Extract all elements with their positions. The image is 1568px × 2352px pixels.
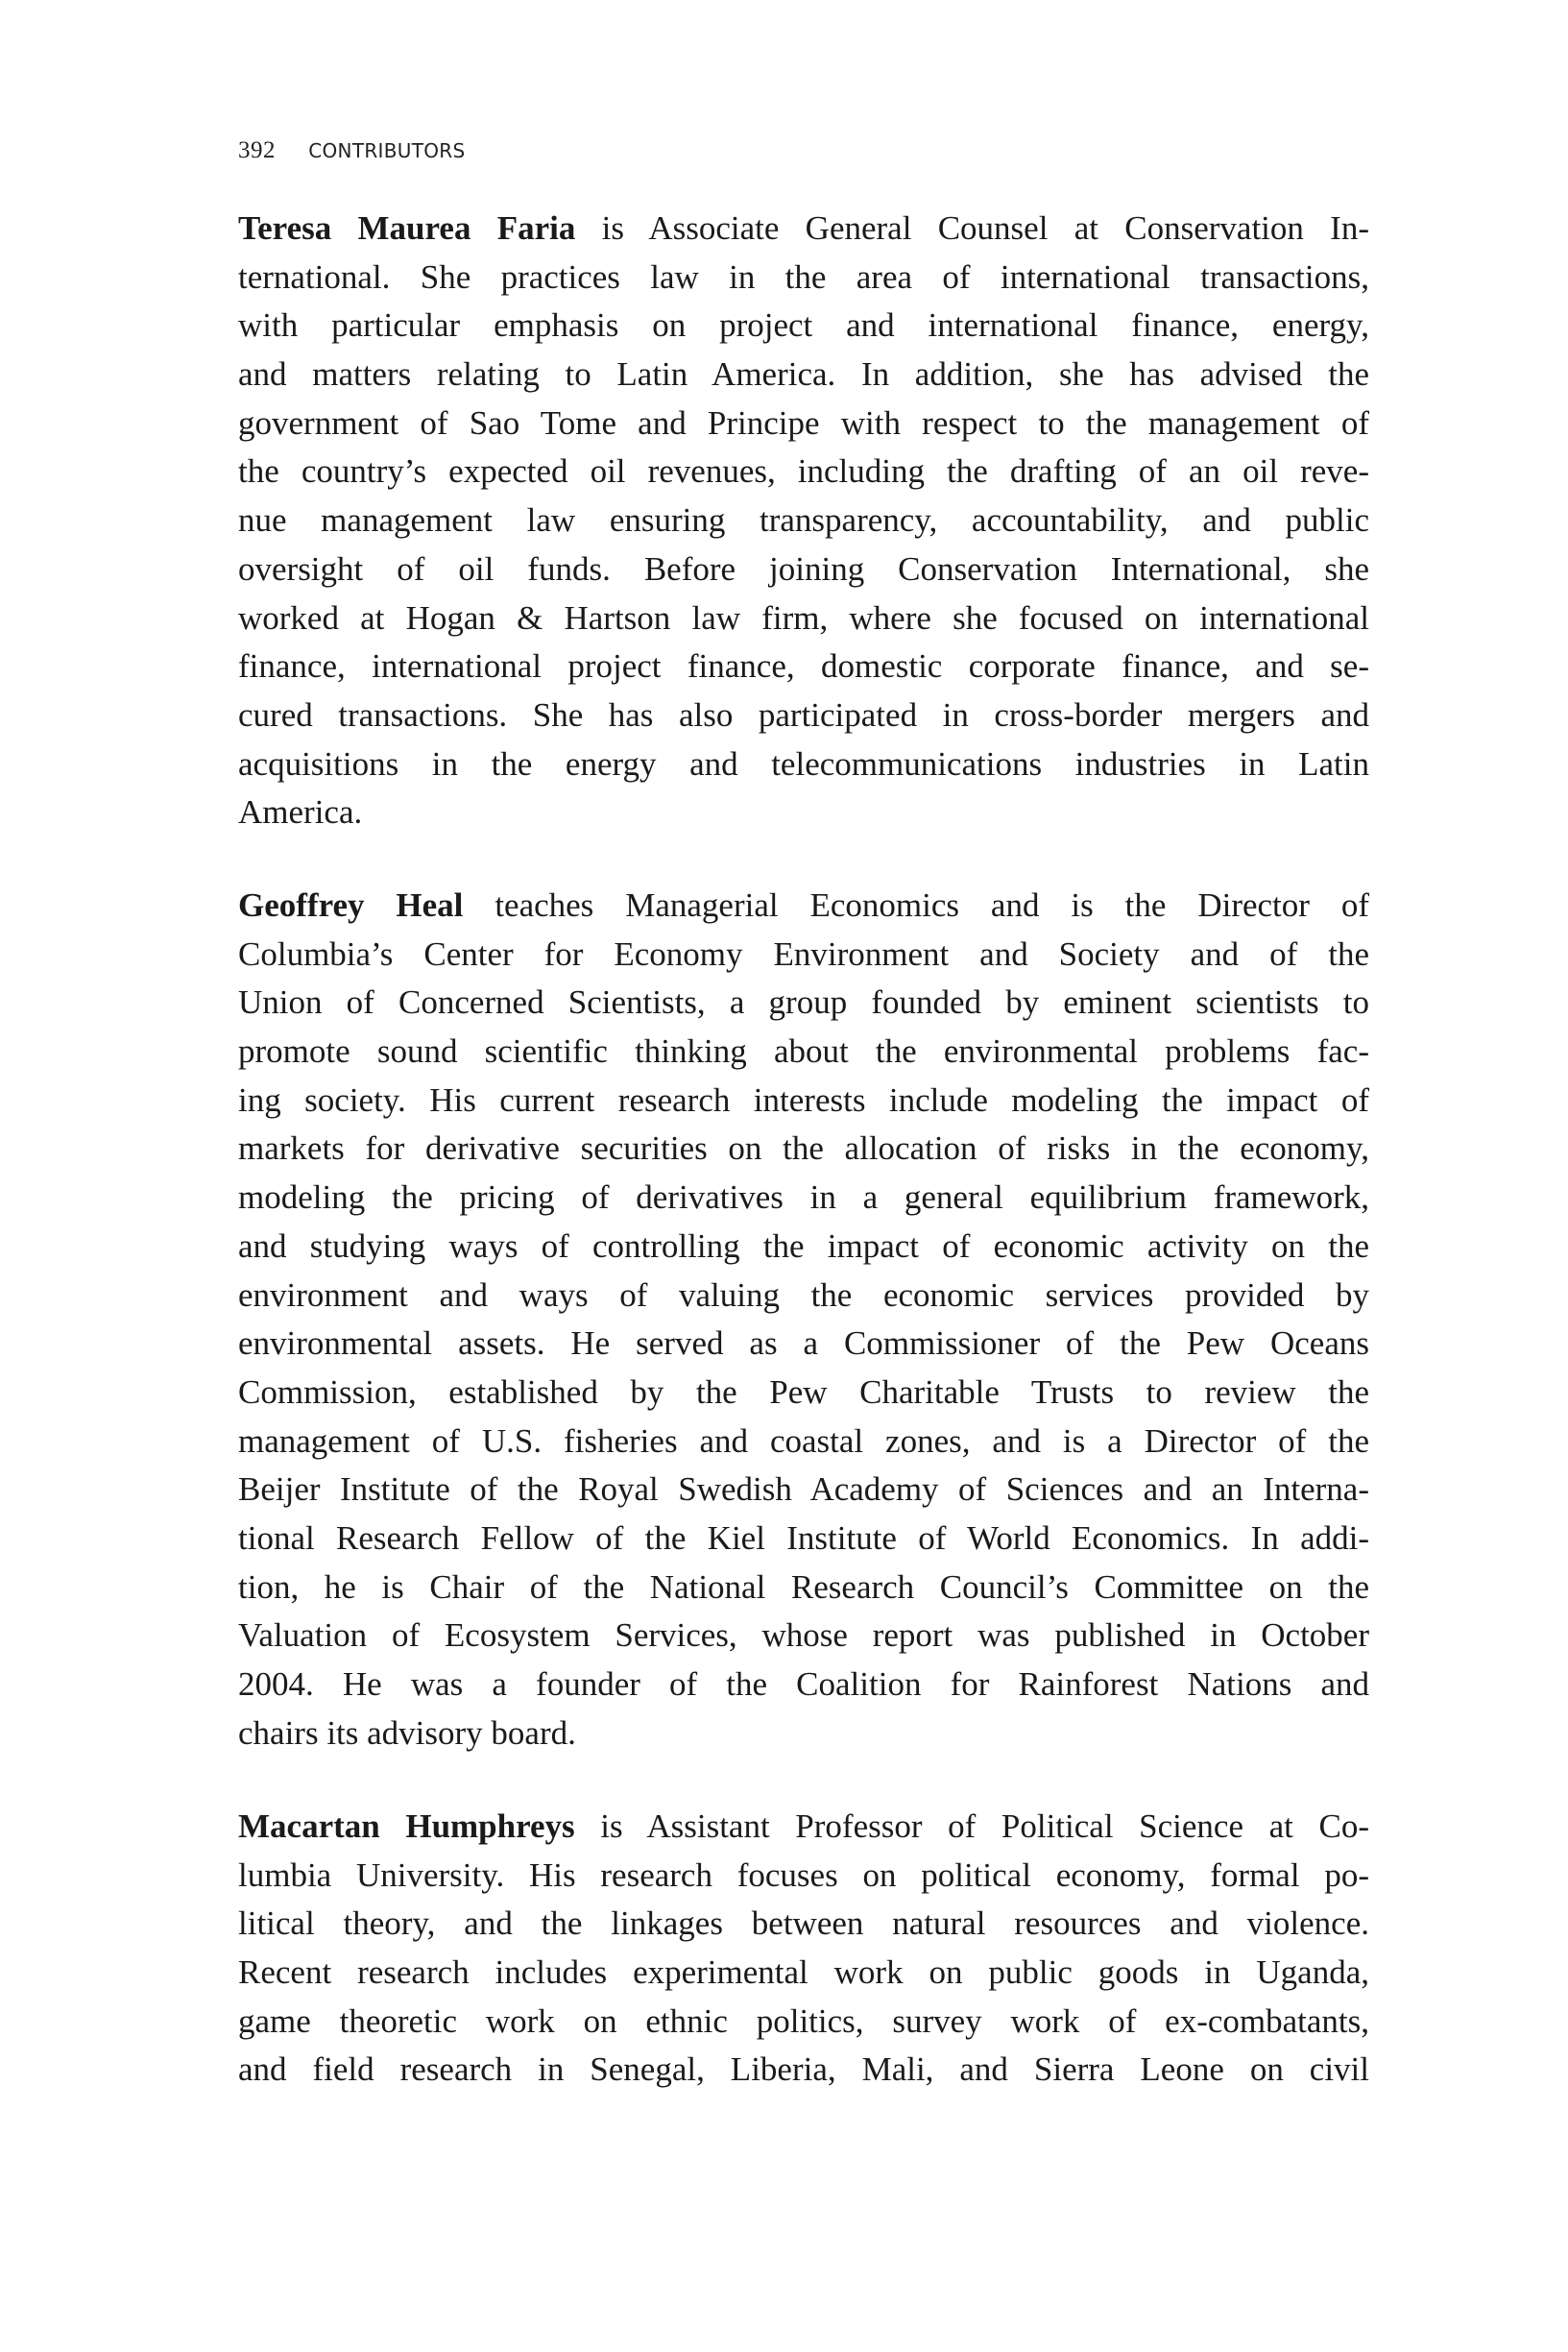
text-line: management of U.S. fisheries and coastal zones, and is a Director of the bbox=[238, 1421, 1369, 1460]
text-line: tional Research Fellow of the Kiel Institute of World Economics. In addi- bbox=[238, 1518, 1369, 1557]
text-line: ternational. She practices law in the area of international transactions, bbox=[238, 257, 1369, 296]
text-line: environmental assets. He served as a Commissioner of the Pew Oceans bbox=[238, 1324, 1369, 1363]
text-line: lumbia University. His research focuses on political economy, formal po- bbox=[238, 1855, 1369, 1894]
text-line: Columbia’s Center for Economy Environment and Society and of the bbox=[238, 934, 1369, 973]
text-line: promote sound scientific thinking about the environmental problems fac- bbox=[238, 1032, 1369, 1071]
page-number: 392 bbox=[238, 137, 276, 163]
text-line: ing society. His current research interests include modeling the impact of bbox=[238, 1080, 1369, 1119]
text-line: litical theory, and the linkages between natural resources and violence. bbox=[238, 1904, 1369, 1943]
text-line: acquisitions in the energy and telecommunications industries in Latin bbox=[238, 744, 1369, 783]
text-line: Macartan Humphreys is Assistant Professor of Political Science at Co- bbox=[238, 1807, 1369, 1845]
text-line: environment and ways of valuing the economic services provided by bbox=[238, 1275, 1369, 1314]
text-line: the country’s expected oil revenues, including the drafting of an oil reve- bbox=[238, 452, 1369, 491]
text-line: Geoffrey Heal teaches Managerial Economics and is the Director of bbox=[238, 886, 1369, 924]
contributor-name: Teresa Maurea Faria bbox=[238, 209, 576, 247]
text-line: Valuation of Ecosystem Services, whose report was published in October bbox=[238, 1616, 1369, 1655]
text-line: 2004. He was a founder of the Coalition for Rainforest Nations and bbox=[238, 1665, 1369, 1703]
contributor-name: Macartan Humphreys bbox=[238, 1807, 575, 1845]
contributor-entry-faria bbox=[238, 205, 1369, 837]
text-line: finance, international project finance, domestic corporate finance, and se- bbox=[238, 647, 1369, 686]
text-line: chairs its advisory board. bbox=[238, 1713, 576, 1752]
contributor-name: Geoffrey Heal bbox=[238, 886, 464, 924]
text-line: and matters relating to Latin America. In addition, she has advised the bbox=[238, 355, 1369, 394]
text-line: Recent research includes experimental work on public goods in Uganda, bbox=[238, 1953, 1369, 1992]
text-line: and field research in Senegal, Liberia, Mali, and Sierra Leone on civil bbox=[238, 2050, 1369, 2089]
text-line: cured transactions. She has also participated in cross-border mergers and bbox=[238, 695, 1369, 734]
text-line: Commission, established by the Pew Charitable Trusts to review the bbox=[238, 1372, 1369, 1411]
text-line: with particular emphasis on project and international finance, energy, bbox=[238, 306, 1369, 345]
text-line: Beijer Institute of the Royal Swedish Academy of Sciences and an Interna- bbox=[238, 1470, 1369, 1509]
text-line: oversight of oil funds. Before joining Conservation International, she bbox=[238, 549, 1369, 588]
text-line: government of Sao Tome and Principe with respect to the management of bbox=[238, 403, 1369, 442]
contributor-entry-humphreys bbox=[238, 1803, 1369, 2095]
text-line: tion, he is Chair of the National Research Council’s Committee on the bbox=[238, 1567, 1369, 1606]
text-line: Union of Concerned Scientists, a group founded by eminent scientists to bbox=[238, 983, 1369, 1022]
text-line: modeling the pricing of derivatives in a general equilibrium framework, bbox=[238, 1178, 1369, 1217]
text-line: nue management law ensuring transparency, accountability, and public bbox=[238, 501, 1369, 540]
contributor-entry-heal bbox=[238, 882, 1369, 1758]
text-line: America. bbox=[238, 793, 363, 832]
section-title: CONTRIBUTORS bbox=[308, 139, 466, 162]
running-head bbox=[238, 137, 465, 164]
text-line: game theoretic work on ethnic politics, survey work of ex-combatants, bbox=[238, 2001, 1369, 2040]
text-line: markets for derivative securities on the allocation of risks in the economy, bbox=[238, 1129, 1369, 1168]
text-line: worked at Hogan & Hartson law firm, where she focused on international bbox=[238, 598, 1369, 637]
text-line: Teresa Maurea Faria is Associate General Counsel at Conservation In- bbox=[238, 209, 1369, 247]
text-line: and studying ways of controlling the impact of economic activity on the bbox=[238, 1226, 1369, 1265]
